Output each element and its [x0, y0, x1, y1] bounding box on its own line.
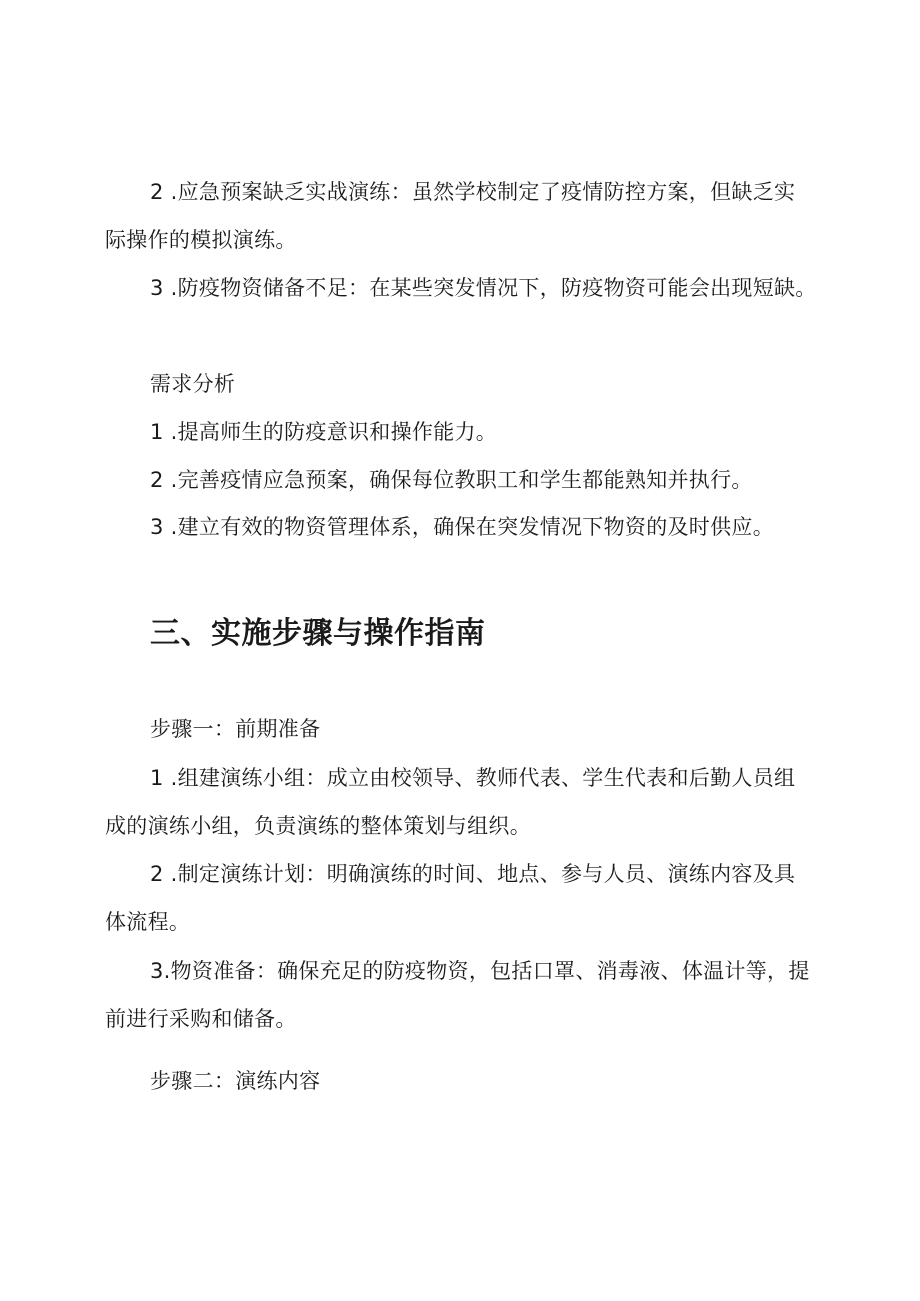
step-1-item-2-line1: 2 .制定演练计划：明确演练的时间、地点、参与人员、演练内容及具 [150, 862, 796, 886]
step-1-item-3-line2: 前进行采购和储备。 [105, 1007, 297, 1031]
needs-item-3: 3 .建立有效的物资管理体系，确保在突发情况下物资的及时供应。 [150, 515, 775, 539]
section-3-heading: 三、实施步骤与操作指南 [150, 616, 486, 651]
issue-item-2-line1: 2 .应急预案缺乏实战演练：虽然学校制定了疫情防控方案，但缺乏实 [150, 180, 796, 204]
step-1-item-1-line2: 成的演练小组，负责演练的整体策划与组织。 [105, 814, 531, 838]
step-1-item-3-line1: 3.物资准备：确保充足的防疫物资，包括口罩、消毒液、体温计等，提 [150, 959, 810, 983]
step-1-title: 步骤一：前期准备 [150, 717, 321, 741]
step-1-item-1-line1: 1 .组建演练小组：成立由校领导、教师代表、学生代表和后勤人员组 [150, 766, 796, 790]
step-2-title: 步骤二：演练内容 [150, 1069, 321, 1093]
step-1-item-2-line2: 体流程。 [105, 910, 191, 934]
needs-analysis-title: 需求分析 [150, 372, 236, 396]
issue-item-2-line2: 际操作的模拟演练。 [105, 228, 297, 252]
needs-item-1: 1 .提高师生的防疫意识和操作能力。 [150, 420, 498, 444]
needs-item-2: 2 .完善疫情应急预案，确保每位教职工和学生都能熟知并执行。 [150, 468, 753, 492]
issue-item-3: 3 .防疫物资储备不足：在某些突发情况下，防疫物资可能会出现短缺。 [150, 276, 817, 300]
